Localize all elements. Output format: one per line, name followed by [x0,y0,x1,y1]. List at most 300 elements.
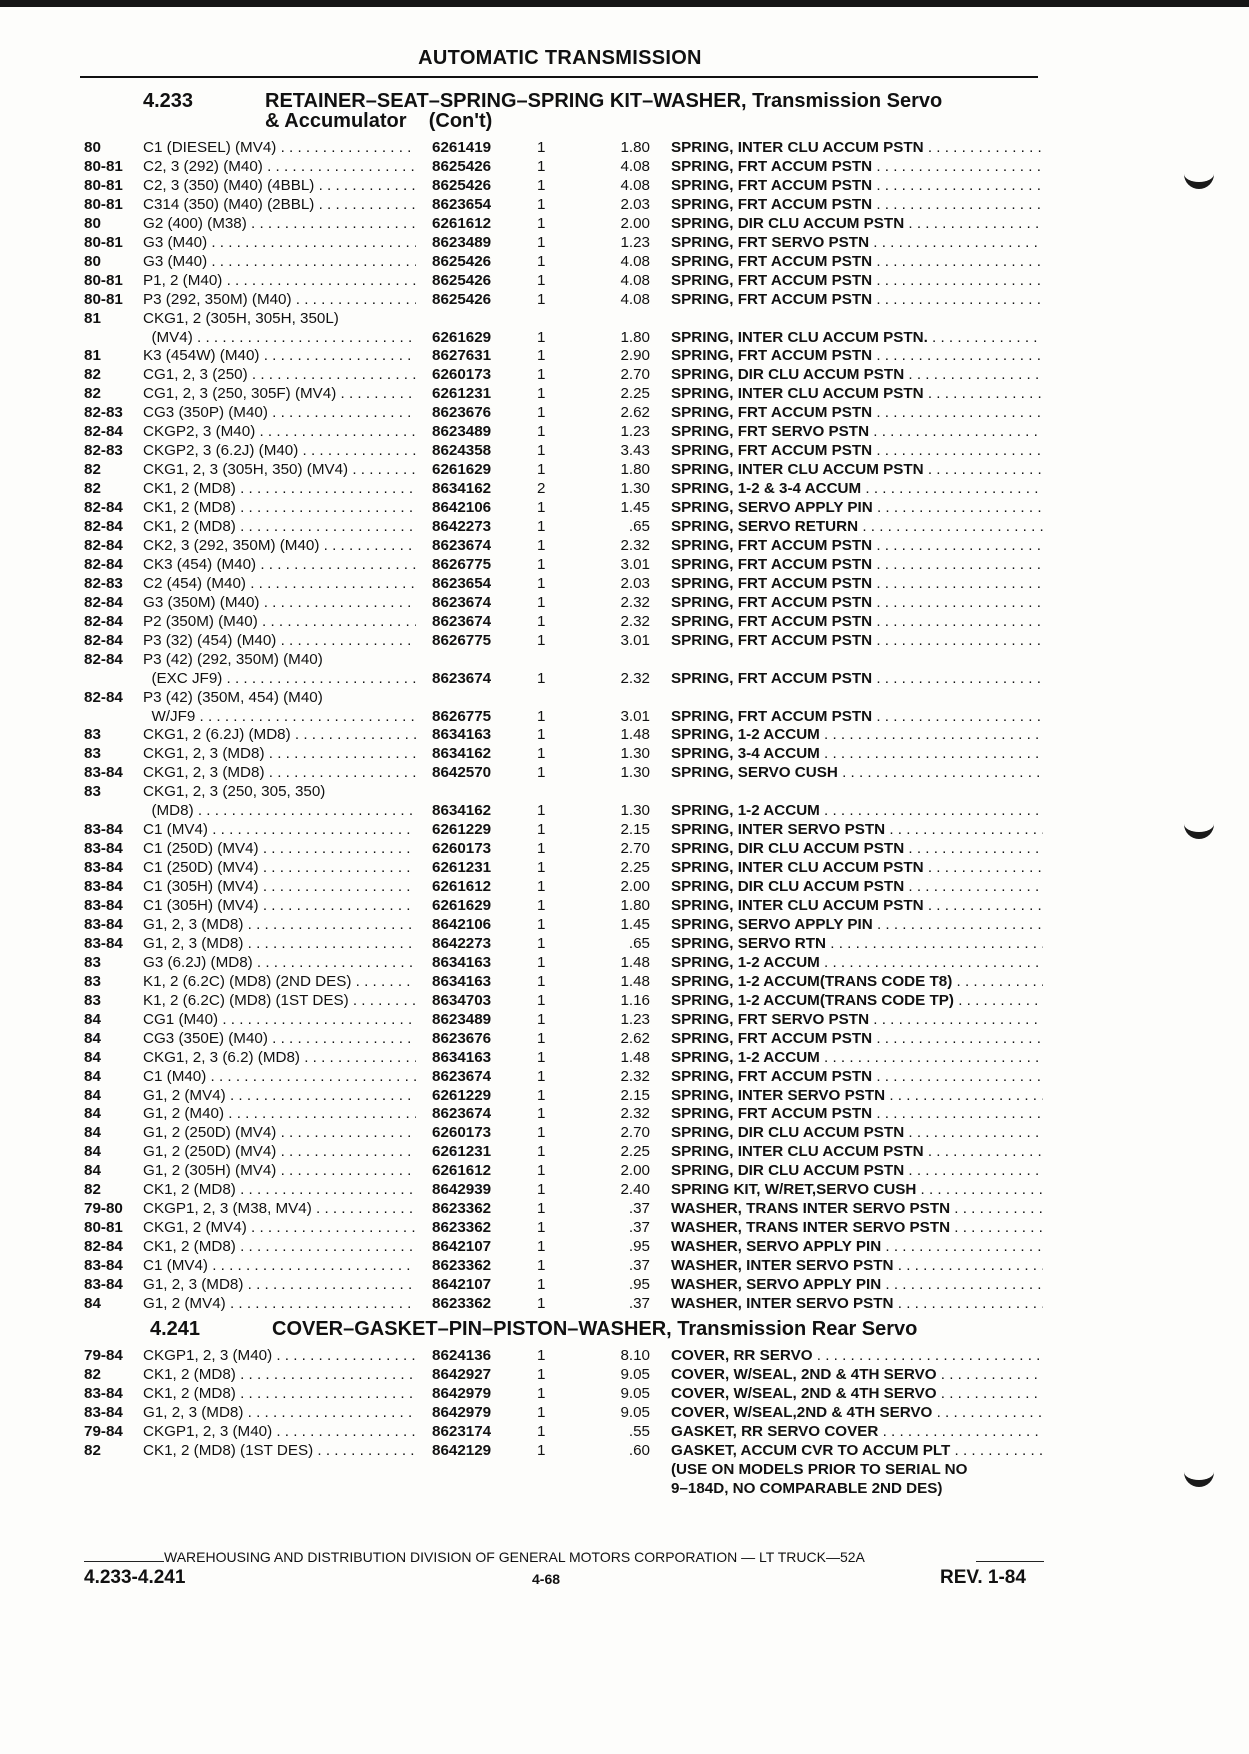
model-year-cell: 80-81 [84,1219,123,1237]
part-name: SPRING, [671,423,734,441]
table-row [0,593,1249,612]
description-cell [671,972,1043,991]
table-row [0,290,1249,309]
section-title: RETAINER–SEAT–SPRING–SPRING KIT–WASHER, Transmission Servo [265,90,943,112]
table-row [0,1294,1249,1313]
model-year-cell: 83-84 [84,840,123,858]
part-number-cell: 8642927 [432,1365,492,1383]
description-cell [671,574,1043,593]
price-cell: 1.48 [620,972,650,990]
part-name: COVER, [671,1403,730,1421]
description-cell [671,1294,1043,1313]
part-number-cell: 8624358 [432,442,492,460]
quantity-cell: 1 [537,233,546,251]
table-row [0,782,1249,801]
quantity-cell: 1 [537,290,546,308]
part-description: DIR CLU ACCUM PSTN [737,214,905,232]
part-name: SPRING, [671,897,734,914]
model-year-cell: 80-81 [84,290,123,308]
quantity-cell: 1 [537,347,546,365]
application-cell: G3 (M40) . . . [143,252,416,271]
quantity-cell: 1 [537,574,546,592]
model-year-cell: 82 [84,1365,101,1383]
quantity-cell: 1 [537,1124,546,1142]
price-cell: 2.70 [620,1124,650,1142]
application-cell: CK1, 2 (MD8) . . . [143,479,416,498]
part-description: FRT ACCUM PSTN [737,347,873,365]
table-row [0,820,1249,839]
quantity-cell: 1 [537,461,546,479]
part-number-cell: 6261231 [432,859,492,877]
part-name: SPRING, [671,878,734,896]
quantity-cell: 1 [537,1257,546,1275]
part-description: 1-2 ACCUM [737,953,820,971]
part-number-cell: 6261629 [432,897,492,914]
part-description: FRT ACCUM PSTN [737,574,873,592]
application-cell: K3 (454W) (M40) . . . [143,346,416,365]
application-cell: CK1, 2 (MD8) . . . [143,517,416,536]
description-cell [671,138,1043,157]
part-name: SPRING, [671,176,734,194]
description-cell [671,460,1043,479]
model-year-cell: 83-84 [84,1403,123,1421]
application-cell: CKG1, 2, 3 (6.2) (MD8) . . . [143,1048,416,1067]
price-cell: 1.23 [620,233,650,251]
table-row [0,1346,1249,1365]
model-year-cell: 82-84 [84,536,123,554]
part-description: FRT SERVO PSTN [737,1010,870,1028]
part-number-cell: 8642106 [432,915,492,933]
application-cell: CK2, 3 (292, 350M) (M40) . . . [143,536,416,555]
part-number-cell: 8625426 [432,271,492,289]
description-cell [671,1029,1043,1048]
part-description: INTER SERVO PSTN [746,1257,894,1275]
part-description: DIR CLU ACCUM PSTN [737,366,905,384]
part-number-cell: 8623654 [432,574,492,592]
model-year-cell: 82 [84,1181,101,1199]
application-cell: P3 (32) (454) (M40) . . . [143,631,416,650]
scan-top-edge [0,0,1249,7]
part-name: SPRING, [671,271,734,289]
application-cell: CKG1, 2 (305H, 305H, 350L) [143,309,339,327]
quantity-cell: 1 [537,1143,546,1161]
part-number-cell: 8623654 [432,195,492,213]
price-cell: 1.80 [620,897,650,914]
table-row [0,1403,1249,1422]
price-cell: 4.08 [620,252,650,270]
description-cell [671,1346,1043,1365]
description-cell [671,801,1043,820]
table-row [0,195,1249,214]
table-row [0,1256,1249,1275]
part-description: SERVO APPLY PIN [737,915,873,933]
quantity-cell: 1 [537,1181,546,1199]
description-cell [671,991,1043,1010]
application-cell: CG1 (M40) . . . [143,1010,416,1029]
price-cell: 2.03 [620,195,650,213]
part-name: SPRING, [671,1162,734,1180]
quantity-cell: 1 [537,1384,546,1402]
part-description: FRT ACCUM PSTN [737,157,873,175]
application-cell: CK1, 2 (MD8) . . . [143,1237,416,1256]
price-cell: 1.48 [620,1048,650,1066]
price-cell: 2.03 [620,574,650,592]
part-description: INTER CLU ACCUM PSTN [737,1143,924,1161]
table-row [0,1275,1249,1294]
part-number-cell: 8642107 [432,1276,492,1293]
table-row [0,953,1249,972]
model-year-cell: 84 [84,1029,101,1047]
part-number-cell: 6261231 [432,385,492,403]
part-description: FRT ACCUM PSTN [737,252,873,270]
section-title: COVER–GASKET–PIN–PISTON–WASHER, Transmission Rear Servo [272,1318,918,1340]
table-row [0,877,1249,896]
model-year-cell: 82-83 [84,574,123,592]
price-cell: 2.00 [620,214,650,232]
part-name: SPRING, [671,859,734,877]
table-row [0,157,1249,176]
description-cell [671,214,1043,233]
quantity-cell: 1 [537,1067,546,1085]
quantity-cell: 1 [537,139,546,156]
price-cell: .60 [628,1441,650,1459]
description-cell [671,1048,1043,1067]
part-name: SPRING, [671,934,734,952]
application-cell: CKGP1, 2, 3 (M40) . . . [143,1422,416,1441]
description-cell [671,555,1043,574]
table-row [0,365,1249,384]
part-description: FRT ACCUM PSTN [737,176,873,194]
quantity-cell: 1 [537,423,546,441]
part-number-cell: 6261629 [432,461,492,479]
application-cell: C1 (DIESEL) (MV4) . . . [143,138,416,157]
quantity-cell: 1 [537,385,546,403]
description-cell [671,934,1043,953]
part-name: SPRING, [671,555,734,573]
quantity-cell: 1 [537,1048,546,1066]
quantity-cell: 1 [537,252,546,270]
table-row [0,460,1249,479]
part-number-cell: 6261629 [432,328,492,346]
description-cell [671,1199,1043,1218]
part-description: INTER CLU ACCUM PSTN [737,859,924,877]
part-name: SPRING, [671,593,734,611]
quantity-cell: 1 [537,1347,546,1364]
table-row [0,309,1249,328]
price-cell: .37 [628,1294,650,1312]
price-cell: 1.80 [620,461,650,479]
part-number-cell: 8634163 [432,1048,492,1066]
part-name: SPRING, [671,574,734,592]
price-cell: .55 [628,1422,650,1440]
description-cell [671,422,1043,441]
description-cell [671,195,1043,214]
part-description: FRT ACCUM PSTN [737,1105,873,1123]
description-cell [671,1275,1043,1294]
application-cell: K1, 2 (6.2C) (MD8) (2ND DES) . . . [143,972,416,991]
quantity-cell: 1 [537,593,546,611]
price-cell: 4.08 [620,271,650,289]
table-row [0,631,1249,650]
model-year-cell: 84 [84,1294,101,1312]
title-rule [80,76,1038,78]
model-year-cell: 80 [84,139,101,156]
application-cell: P1, 2 (M40) . . . [143,271,416,290]
model-year-cell: 83 [84,745,101,763]
part-name: SPRING, [671,745,734,763]
part-name: SPRING, [671,840,734,858]
part-number-cell: 8623489 [432,1010,492,1028]
description-cell [671,593,1043,612]
application-cell: G2 (400) (M38) . . . [143,214,416,233]
price-cell: 2.70 [620,366,650,384]
part-description: INTER CLU ACCUM PSTN [737,461,924,479]
quantity-cell: 1 [537,536,546,554]
part-name: SPRING, [671,1124,734,1142]
part-name: SPRING, [671,1086,734,1104]
table-row [0,1422,1249,1441]
part-description: RR SERVO [733,1347,813,1364]
table-row [0,1142,1249,1161]
price-cell: .65 [628,934,650,952]
part-name: SPRING, [671,802,734,820]
model-year-cell: 80-81 [84,271,123,289]
part-name: SPRING, [671,328,734,346]
table-row [0,346,1249,365]
description-cell [671,669,1043,688]
application-cell: C1 (250D) (MV4) . . . [143,839,416,858]
model-year-cell: 83-84 [84,859,123,877]
part-name: SPRING, [671,1067,734,1085]
price-cell: 1.45 [620,499,650,517]
part-name: SPRING, [671,480,734,498]
quantity-cell: 1 [537,631,546,649]
table-row [0,1048,1249,1067]
part-description: DIR CLU ACCUM PSTN [737,840,905,858]
quantity-cell: 1 [537,1422,546,1440]
quantity-cell: 1 [537,915,546,933]
description-cell [671,271,1043,290]
model-year-cell: 82-83 [84,404,123,422]
part-number-cell: 8642129 [432,1441,492,1459]
part-description: 1-2 & 3-4 ACCUM [737,480,862,498]
part-name: SPRING, [671,499,734,517]
price-cell: 1.30 [620,764,650,782]
part-number-cell: 8623674 [432,536,492,554]
table-row [0,1104,1249,1123]
price-cell: 3.01 [620,707,650,725]
table-row [0,991,1249,1010]
description-cell [671,1256,1043,1275]
quantity-cell: 1 [537,271,546,289]
part-number-cell: 8623174 [432,1422,492,1440]
model-year-cell: 80 [84,214,101,232]
price-cell: 2.32 [620,536,650,554]
part-description: ACCUM CVR TO ACCUM PLT [740,1441,951,1459]
price-cell: 4.08 [620,290,650,308]
section-number: 4.233 [143,90,194,112]
part-number-cell: 8625426 [432,176,492,194]
application-cell: P3 (42) (350M, 454) (M40) [143,688,323,706]
part-description: FRT ACCUM PSTN [737,1067,873,1085]
model-year-cell: 84 [84,1086,101,1104]
price-cell: 1.30 [620,802,650,820]
quantity-cell: 1 [537,764,546,782]
description-cell [671,1161,1043,1180]
price-cell: .95 [628,1238,650,1256]
model-year-cell: 81 [84,347,101,365]
part-number-cell: 8642273 [432,934,492,952]
section-title-continued: & Accumulator (Con't) [265,110,493,132]
footer-section-range: 4.233-4.241 [84,1567,186,1588]
application-cell: CKGP2, 3 (6.2J) (M40) . . . [143,441,416,460]
table-row [0,1010,1249,1029]
model-year-cell: 83-84 [84,764,123,782]
quantity-cell: 1 [537,1086,546,1104]
model-year-cell: 84 [84,1162,101,1180]
model-year-cell: 84 [84,1124,101,1142]
price-cell: 1.48 [620,953,650,971]
part-name: SPRING, [671,1048,734,1066]
table-row [0,479,1249,498]
application-cell: C1 (MV4) . . . [143,1256,416,1275]
model-year-cell: 82-84 [84,423,123,441]
part-number-cell: 6261419 [432,139,492,156]
part-description: 1-2 ACCUM(TRANS CODE T8) [737,972,953,990]
application-cell: G1, 2 (M40) . . . [143,1104,416,1123]
part-number-cell: 8623674 [432,593,492,611]
quantity-cell: 1 [537,518,546,535]
part-name: COVER, [671,1365,730,1383]
table-row [0,1161,1249,1180]
part-number-cell: 8625426 [432,290,492,308]
application-cell: G1, 2 (250D) (MV4) . . . [143,1142,416,1161]
application-cell: G3 (350M) (M40) . . . [143,593,416,612]
application-cell: C2 (454) (M40) . . . [143,574,416,593]
part-number-cell: 6261231 [432,1143,492,1161]
application-cell: CG1, 2, 3 (250) . . . [143,365,416,384]
price-cell: 9.05 [620,1365,650,1383]
part-number-cell: 8642939 [432,1181,492,1199]
part-description: FRT ACCUM PSTN [737,669,873,687]
part-number-cell: 8623489 [432,233,492,251]
part-number-cell: 6261612 [432,878,492,896]
part-name: SPRING, [671,612,734,630]
quantity-cell: 1 [537,991,546,1009]
description-cell [671,744,1043,763]
description-cell [671,820,1043,839]
part-name: SPRING, [671,366,734,384]
part-name: SPRING, [671,536,734,554]
part-name: SPRING, [671,915,734,933]
application-cell: CKG1, 2, 3 (MD8) . . . [143,744,416,763]
table-row [0,1218,1249,1237]
model-year-cell: 83-84 [84,878,123,896]
price-cell: 2.00 [620,878,650,896]
application-cell: G1, 2, 3 (MD8) . . . [143,1403,416,1422]
quantity-cell: 1 [537,442,546,460]
part-name: SPRING, [671,1105,734,1123]
quantity-cell: 1 [537,612,546,630]
quantity-cell: 1 [537,859,546,877]
quantity-cell: 1 [537,1105,546,1123]
part-description: FRT ACCUM PSTN [737,631,873,649]
table-row [0,422,1249,441]
table-row [0,138,1249,157]
table-row [0,555,1249,574]
part-description: FRT ACCUM PSTN [737,290,873,308]
description-cell [671,441,1043,460]
part-name: SPRING, [671,972,734,990]
part-name: SPRING, [671,442,734,460]
part-description: INTER CLU ACCUM PSTN. [737,328,928,346]
footer-page-number: 4-68 [532,1571,561,1587]
price-cell: .95 [628,1276,650,1293]
part-name: SPRING, [671,764,734,782]
model-year-cell: 82-84 [84,593,123,611]
part-number-cell: 8623676 [432,1029,492,1047]
quantity-cell: 1 [537,878,546,896]
footer-rule-right [976,1561,1044,1562]
part-description: FRT ACCUM PSTN [737,1029,873,1047]
description-cell [671,896,1043,915]
model-year-cell: 83 [84,991,101,1009]
model-year-cell: 82-83 [84,442,123,460]
description-cell [671,157,1043,176]
quantity-cell: 1 [537,1219,546,1237]
part-number-cell: 8623362 [432,1294,492,1312]
table-row [0,1384,1249,1403]
table-row [0,707,1249,726]
description-cell [671,1218,1043,1237]
application-cell: G1, 2 (250D) (MV4) . . . [143,1123,416,1142]
part-description: 1-2 ACCUM [737,802,820,820]
table-row [0,1086,1249,1105]
description-cell [671,1104,1043,1123]
model-year-cell: 80-81 [84,157,123,175]
table-row [0,403,1249,422]
part-description: SERVO APPLY PIN [746,1276,882,1293]
part-number-cell: 8624136 [432,1347,492,1364]
price-cell: 2.70 [620,840,650,858]
price-cell: .37 [628,1219,650,1237]
description-cell [671,176,1043,195]
model-year-cell: 84 [84,1143,101,1161]
table-row [0,934,1249,953]
part-description: FRT ACCUM PSTN [737,555,873,573]
table-row [0,1479,1249,1498]
part-number-cell: 6261229 [432,821,492,839]
part-number-cell: 8642106 [432,499,492,517]
part-name: SPRING, [671,1010,734,1028]
application-cell: C1 (305H) (MV4) . . . [143,896,416,915]
description-cell [671,1365,1043,1384]
application-cell: C1 (250D) (MV4) . . . [143,858,416,877]
table-row [0,1460,1249,1479]
price-cell: 2.32 [620,593,650,611]
part-name: SPRING, [671,139,734,156]
application-cell: C1 (M40) . . . [143,1067,416,1086]
part-name: SPRING, [671,195,734,213]
part-number-cell: 8642979 [432,1384,492,1402]
application-cell: C2, 3 (350) (M40) (4BBL) . . . [143,176,416,195]
part-description: SERVO RTN [737,934,827,952]
part-number-cell: 8623489 [432,423,492,441]
part-name: SPRING, [671,252,734,270]
model-year-cell: 81 [84,309,101,327]
part-number-cell: 8623362 [432,1219,492,1237]
price-cell: 1.30 [620,745,650,763]
